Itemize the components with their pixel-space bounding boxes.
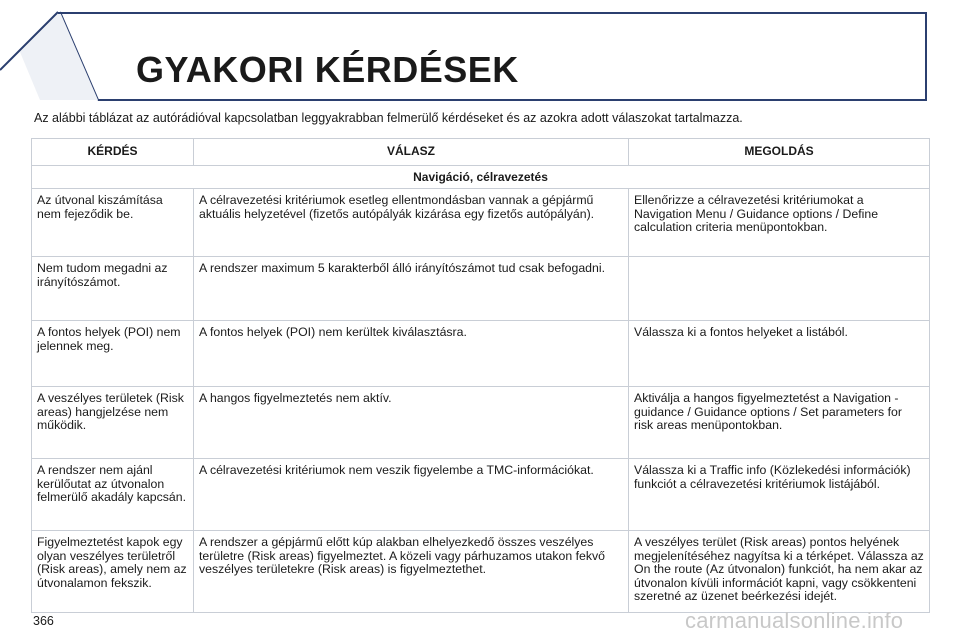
table-row bbox=[32, 189, 930, 257]
solution-cell bbox=[629, 257, 930, 321]
header-answer: VÁLASZ bbox=[194, 139, 629, 166]
header-question: KÉRDÉS bbox=[32, 139, 194, 166]
header-rule-right bbox=[925, 12, 927, 100]
table-row bbox=[32, 387, 930, 459]
question-cell: A veszélyes területek (Risk areas) hangjelzése nem működik. bbox=[32, 387, 194, 459]
watermark: carmanualsonline.info bbox=[685, 608, 904, 633]
table-row bbox=[32, 257, 930, 321]
page-title: GYAKORI KÉRDÉSEK bbox=[136, 49, 519, 90]
header-rule-bottom bbox=[98, 99, 927, 101]
table-header-row bbox=[32, 139, 930, 166]
question-cell: A rendszer nem ajánl kerülőutat az útvonalon felmerülő akadály kapcsán. bbox=[32, 459, 194, 531]
question-cell: A fontos helyek (POI) nem jelennek meg. bbox=[32, 321, 194, 387]
answer-cell: A rendszer maximum 5 karakterből álló irányítószámot tud csak befogadni. bbox=[194, 257, 629, 321]
question-cell: Nem tudom megadni az irányítószámot. bbox=[32, 257, 194, 321]
question-cell: Figyelmeztetést kapok egy olyan veszélyes területről (Risk areas), amely nem az útvonalamon fekszik. bbox=[32, 531, 194, 613]
solution-cell: Ellenőrizze a célravezetési kritériumokat a Navigation Menu / Guidance options / Define calculation criteria menüpontokban. bbox=[629, 189, 930, 257]
table-row bbox=[32, 321, 930, 387]
answer-cell: A fontos helyek (POI) nem kerültek kiválasztásra. bbox=[194, 321, 629, 387]
header-rule-top bbox=[58, 12, 926, 14]
table-row bbox=[32, 459, 930, 531]
table-row bbox=[32, 531, 930, 613]
answer-cell: A célravezetési kritériumok esetleg ellentmondásban vannak a gépjármű aktuális helyzetével (fizetős autópályák kizárása egy fizetős autópályán). bbox=[194, 189, 629, 257]
answer-cell: A rendszer a gépjármű előtt kúp alakban elhelyezkedő összes veszélyes területre (Risk areas) figyelmeztet. A közeli vagy párhuzamos utakon fekvő veszélyes területekre (Risk areas) is figyelmeztethet. bbox=[194, 531, 629, 613]
corner-swoosh-decoration bbox=[0, 0, 140, 110]
answer-cell: A hangos figyelmeztetés nem aktív. bbox=[194, 387, 629, 459]
header-solution: MEGOLDÁS bbox=[629, 139, 930, 166]
answer-cell: A célravezetési kritériumok nem veszik figyelembe a TMC-információkat. bbox=[194, 459, 629, 531]
faq-table bbox=[31, 138, 930, 613]
intro-text: Az alábbi táblázat az autórádióval kapcsolatban leggyakrabban felmerülő kérdéseket és az azokra adott válaszokat tartalmazza. bbox=[34, 111, 743, 125]
solution-cell: Válassza ki a fontos helyeket a listából. bbox=[629, 321, 930, 387]
section-row bbox=[32, 166, 930, 189]
section-title: Navigáció, célravezetés bbox=[32, 166, 930, 189]
question-cell: Az útvonal kiszámítása nem fejeződik be. bbox=[32, 189, 194, 257]
page-number: 366 bbox=[33, 614, 54, 628]
solution-cell: A veszélyes terület (Risk areas) pontos helyének megjelenítéséhez nagyítsa ki a térképet. Válassza az On the route (Az útvonalon) funkciót, ha nem akar az útvonalon kívüli információt kapni, vagy csökkenteni szeretné az üzenet beérkezési idejét. bbox=[629, 531, 930, 613]
solution-cell: Aktiválja a hangos figyelmeztetést a Navigation - guidance / Guidance options / Set parameters for risk areas menüpontokban. bbox=[629, 387, 930, 459]
solution-cell: Válassza ki a Traffic info (Közlekedési információk) funkciót a célravezetési kritériumok listájából. bbox=[629, 459, 930, 531]
